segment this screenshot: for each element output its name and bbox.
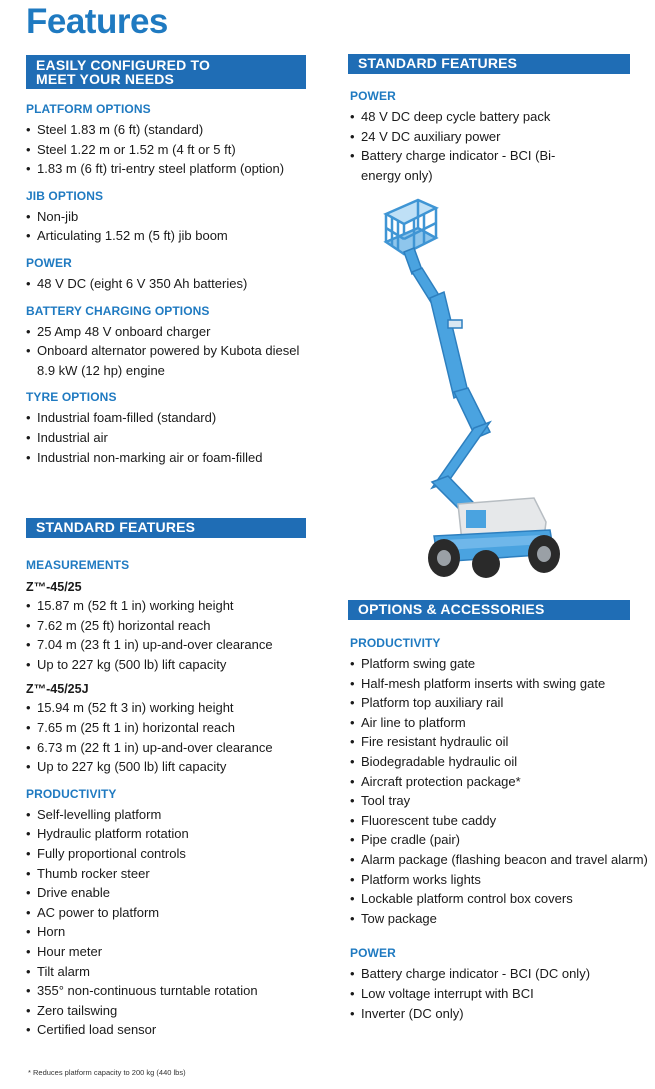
list-item: • Up to 227 kg (500 lb) lift capacity xyxy=(26,757,326,777)
list-item: • Platform swing gate xyxy=(350,654,655,674)
list-item: • Tilt alarm xyxy=(26,962,326,982)
list-item: • 15.87 m (52 ft 1 in) working height xyxy=(26,596,326,616)
list-item: • Battery charge indicator - BCI (DC only) xyxy=(350,964,655,984)
productivity-right-heading: PRODUCTIVITY xyxy=(350,636,441,650)
list-item: • Non-jib xyxy=(26,207,316,227)
power-options-list xyxy=(350,964,655,1023)
jib-options-list xyxy=(26,207,316,246)
power-right-heading: POWER xyxy=(350,89,396,103)
battery-charging-list xyxy=(26,322,316,381)
jib-options-heading: JIB OPTIONS xyxy=(26,188,104,203)
list-item: • Tow package xyxy=(350,909,655,929)
list-item: • AC power to platform xyxy=(26,903,326,923)
list-item: • Onboard alternator powered by Kubota diesel 8.9 kW (12 hp) engine xyxy=(26,341,316,380)
list-item: • Fluorescent tube caddy xyxy=(350,811,655,831)
list-item: • Hour meter xyxy=(26,942,326,962)
list-item: • Steel 1.83 m (6 ft) (standard) xyxy=(26,120,316,140)
list-item: • 48 V DC (eight 6 V 350 Ah batteries) xyxy=(26,274,316,294)
power-heading: POWER xyxy=(26,255,72,270)
list-item: • 7.04 m (23 ft 1 in) up-and-over clearance xyxy=(26,635,326,655)
measurements-heading: MEASUREMENTS xyxy=(26,558,130,572)
section-bar-standard-features-right-label: STANDARD FEATURES xyxy=(358,55,518,71)
list-item: • Air line to platform xyxy=(350,713,655,733)
list-item: • Certified load sensor xyxy=(26,1020,326,1040)
left-column-options xyxy=(26,92,316,467)
list-item: • Hydraulic platform rotation xyxy=(26,824,326,844)
list-item: • Battery charge indicator - BCI (Bi-energy only) xyxy=(350,146,650,185)
platform-options-heading: PLATFORM OPTIONS xyxy=(26,102,151,116)
section-bar-options-accessories xyxy=(348,600,630,620)
productivity-heading: PRODUCTIVITY xyxy=(26,786,117,801)
model-z4525: Z™-45/25 xyxy=(26,580,82,594)
list-item: • 48 V DC deep cycle battery pack xyxy=(350,107,650,127)
list-item: • Industrial foam-filled (standard) xyxy=(26,408,316,428)
page-title: Features xyxy=(26,2,168,41)
list-item: • Platform works lights xyxy=(350,870,655,890)
list-item: • Biodegradable hydraulic oil xyxy=(350,752,655,772)
list-item: • 355° non-continuous turntable rotation xyxy=(26,981,326,1001)
model-z4525j: Z™-45/25J xyxy=(26,682,89,697)
list-item: • Lockable platform control box covers xyxy=(350,889,655,909)
model-z4525-list xyxy=(26,596,326,674)
power-list xyxy=(26,274,316,294)
productivity-right-list xyxy=(350,654,655,928)
list-item: • Fully proportional controls xyxy=(26,844,326,864)
list-item: • Thumb rocker steer xyxy=(26,864,326,884)
model-z4525j-list xyxy=(26,698,326,776)
list-item: • Platform top auxiliary rail xyxy=(350,693,655,713)
list-item: • Tool tray xyxy=(350,791,655,811)
list-item: • Horn xyxy=(26,922,326,942)
list-item: • Low voltage interrupt with BCI xyxy=(350,984,655,1004)
section-bar-standard-features-label: STANDARD FEATURES xyxy=(36,519,196,535)
list-item: • Industrial air xyxy=(26,428,316,448)
power-options-heading: POWER xyxy=(350,946,396,961)
list-item: • 25 Amp 48 V onboard charger xyxy=(26,322,316,342)
list-item: • Inverter (DC only) xyxy=(350,1004,655,1024)
section-bar-options-accessories-label: OPTIONS & ACCESSORIES xyxy=(358,601,545,617)
list-item: • Aircraft protection package* xyxy=(350,772,655,792)
list-item: • 24 V DC auxiliary power xyxy=(350,127,650,147)
list-item: • Up to 227 kg (500 lb) lift capacity xyxy=(26,655,326,675)
battery-charging-heading: BATTERY CHARGING OPTIONS xyxy=(26,303,210,318)
list-item: • Articulating 1.52 m (5 ft) jib boom xyxy=(26,226,316,246)
boom-arm-icon xyxy=(404,248,492,528)
list-item: • Industrial non-marking air or foam-filled xyxy=(26,448,316,468)
tyre-options-list xyxy=(26,408,316,467)
power-right-list xyxy=(350,107,650,185)
platform-options-list xyxy=(26,120,316,179)
list-item: • 6.73 m (22 ft 1 in) up-and-over clearance xyxy=(26,738,326,758)
list-item: • Drive enable xyxy=(26,883,326,903)
list-item: • 15.94 m (52 ft 3 in) working height xyxy=(26,698,326,718)
list-item: • 7.62 m (25 ft) horizontal reach xyxy=(26,616,326,636)
section-bar-standard-features xyxy=(26,518,306,538)
tyre-options-heading: TYRE OPTIONS xyxy=(26,390,117,405)
footnote: * Reduces platform capacity to 200 kg (440 lbs) xyxy=(28,1068,186,1077)
list-item: • Zero tailswing xyxy=(26,1001,326,1021)
list-item: • Self-levelling platform xyxy=(26,805,326,825)
list-item: • Steel 1.22 m or 1.52 m (4 ft or 5 ft) xyxy=(26,140,316,160)
list-item: • Half-mesh platform inserts with swing gate xyxy=(350,674,655,694)
list-item: • Pipe cradle (pair) xyxy=(350,830,655,850)
list-item: • Alarm package (flashing beacon and travel alarm) xyxy=(350,850,655,870)
productivity-list xyxy=(26,805,326,1040)
section-bar-configured-label: EASILY CONFIGURED TO MEET YOUR NEEDS xyxy=(36,57,211,87)
list-item: • 7.65 m (25 ft 1 in) horizontal reach xyxy=(26,718,326,738)
list-item: • 1.83 m (6 ft) tri-entry steel platform (option) xyxy=(26,159,316,179)
boom-lift-illustration xyxy=(374,192,564,587)
section-bar-configured xyxy=(26,55,306,89)
section-bar-standard-features-right xyxy=(348,54,630,74)
platform-basket-icon xyxy=(386,200,436,254)
right-column-power xyxy=(350,79,650,185)
list-item: • Fire resistant hydraulic oil xyxy=(350,732,655,752)
left-column-standard xyxy=(26,548,326,1040)
right-column-options xyxy=(350,626,655,1023)
